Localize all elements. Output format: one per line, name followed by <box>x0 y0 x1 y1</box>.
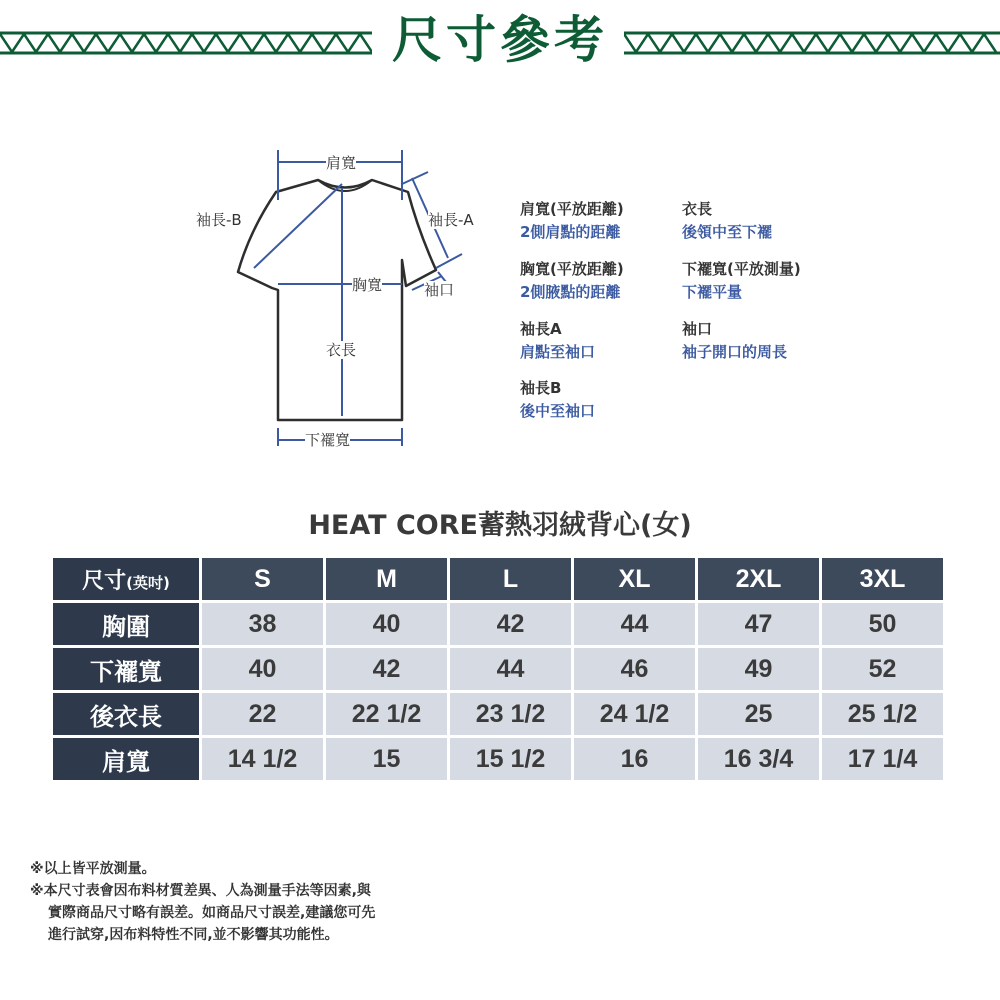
definition-shoulder <box>520 198 690 244</box>
definition-desc: 後中至袖口 <box>520 402 596 420</box>
table-cell: 52 <box>822 648 943 690</box>
note-line: ※本尺寸表會因布料材質差異、人為測量手法等因素,與 <box>30 883 371 899</box>
table-cell: 14 1/2 <box>202 738 323 780</box>
label-shoulder-width: 肩寬 <box>326 154 357 172</box>
definition-term: 肩寬(平放距離) <box>520 200 624 218</box>
header-unit: (英吋) <box>126 573 170 592</box>
table-row <box>53 603 943 645</box>
label-sleeve-a: 袖長-A <box>428 211 474 229</box>
table-cell: 38 <box>202 603 323 645</box>
label-length: 衣長 <box>326 341 357 359</box>
table-cell: 17 1/4 <box>822 738 943 780</box>
definition-term: 袖口 <box>682 320 713 338</box>
tshirt-diagram <box>180 140 500 460</box>
table-cell: 22 <box>202 693 323 735</box>
table-cell: 42 <box>450 603 571 645</box>
table-cell: 15 1/2 <box>450 738 571 780</box>
header-label: 尺寸 <box>82 568 127 594</box>
table-title: HEAT CORE蓄熱羽絨背心(女) <box>308 510 692 541</box>
note-line: 進行試穿,因布料特性不同,並不影響其功能性。 <box>48 927 339 943</box>
note-line: 實際商品尺寸略有誤差。如商品尺寸誤差,建議您可先 <box>48 905 376 921</box>
table-cell: 44 <box>450 648 571 690</box>
row-label: 胸圍 <box>53 603 199 645</box>
table-row <box>53 738 943 780</box>
size-header: L <box>450 558 571 600</box>
tshirt-outline <box>238 180 436 420</box>
definition-term: 胸寬(平放距離) <box>520 260 624 278</box>
table-cell: 15 <box>326 738 447 780</box>
banner-title: 尺寸參考 <box>392 11 608 69</box>
note-line: ※以上皆平放測量。 <box>30 861 156 877</box>
definition-term: 下襬寬(平放測量) <box>682 260 801 278</box>
row-label: 後衣長 <box>53 693 199 735</box>
label-sleeve-b: 袖長-B <box>196 211 242 229</box>
table-cell: 44 <box>574 603 695 645</box>
definition-term: 袖長B <box>520 379 562 397</box>
table-cell: 49 <box>698 648 819 690</box>
notes <box>30 858 375 946</box>
definition-term: 衣長 <box>682 200 713 218</box>
definition-desc: 肩點至袖口 <box>520 343 596 361</box>
definition-desc: 2側腋點的距離 <box>520 283 621 301</box>
table-cell: 40 <box>202 648 323 690</box>
definition-cuff <box>682 318 852 364</box>
table-cell: 47 <box>698 603 819 645</box>
table-cell: 42 <box>326 648 447 690</box>
label-hem: 下襬寬 <box>305 431 351 449</box>
definition-length <box>682 198 852 244</box>
banner <box>0 0 1000 80</box>
definition-hem <box>682 258 852 304</box>
label-chest: 胸寬 <box>352 276 383 294</box>
size-header: XL <box>574 558 695 600</box>
size-table <box>50 555 946 783</box>
size-header: 2XL <box>698 558 819 600</box>
row-label: 肩寬 <box>53 738 199 780</box>
size-header: 3XL <box>822 558 943 600</box>
table-cell: 23 1/2 <box>450 693 571 735</box>
size-header: S <box>202 558 323 600</box>
definition-sleeve-b <box>520 377 690 423</box>
size-header: M <box>326 558 447 600</box>
table-cell: 46 <box>574 648 695 690</box>
label-cuff: 袖口 <box>424 281 455 299</box>
definition-desc: 2側肩點的距離 <box>520 223 621 241</box>
table-row <box>53 648 943 690</box>
table-cell: 24 1/2 <box>574 693 695 735</box>
table-cell: 22 1/2 <box>326 693 447 735</box>
definition-desc: 下襬平量 <box>682 283 743 301</box>
table-cell: 16 3/4 <box>698 738 819 780</box>
table-header-row <box>53 558 943 600</box>
table-cell: 25 <box>698 693 819 735</box>
definition-sleeve-a <box>520 318 690 364</box>
table-cell: 50 <box>822 603 943 645</box>
table-cell: 25 1/2 <box>822 693 943 735</box>
header-label-cell <box>53 558 199 600</box>
row-label: 下襬寬 <box>53 648 199 690</box>
definition-chest <box>520 258 690 304</box>
table-row <box>53 693 943 735</box>
definition-term: 袖長A <box>520 320 562 338</box>
definition-desc: 後領中至下襬 <box>682 223 773 241</box>
table-cell: 40 <box>326 603 447 645</box>
table-cell: 16 <box>574 738 695 780</box>
banner-zigzag-right <box>624 30 1000 56</box>
definition-desc: 袖子開口的周長 <box>682 343 788 361</box>
